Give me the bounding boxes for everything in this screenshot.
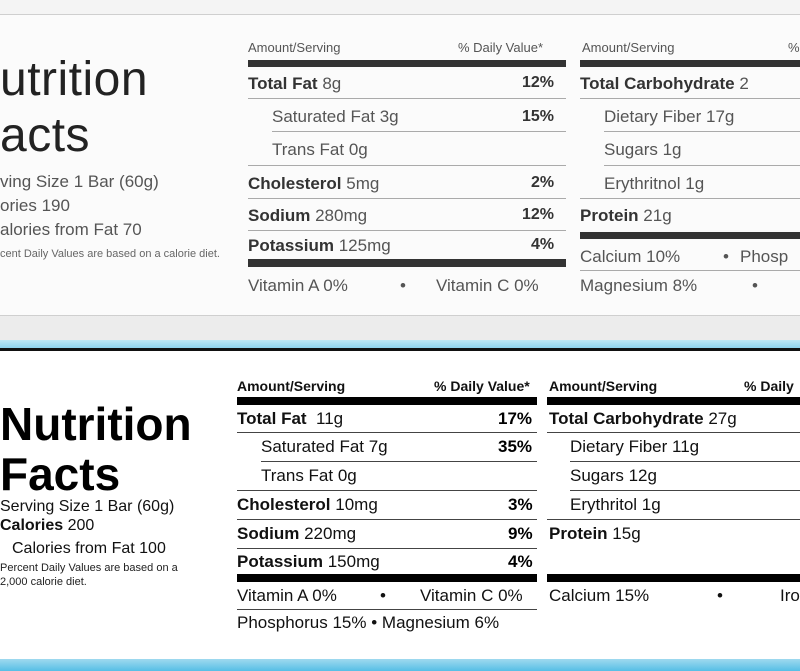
bottom-dv-cholesterol: 3% [508,495,533,514]
bottom-row-sugars: Sugars 12g [570,466,657,485]
top-right-dv-header: % [788,40,800,55]
top-rule [248,198,566,199]
top-row-trans-fat: Trans Fat 0g [272,140,368,159]
top-thick-rule [580,60,800,67]
top-bullet: • [400,276,406,295]
bottom-row-total-carb: Total Carbohydrate 27g [549,409,737,428]
top-left-dv-header: % Daily Value* [458,40,544,55]
top-row-protein: Protein 21g [580,206,672,225]
bottom-right-amount-header: Amount/Serving [549,378,658,394]
bottom-rule [237,519,537,520]
bottom-calcium: Calcium 15% [549,586,650,605]
top-row-sugars: Sugars 1g [604,140,682,159]
bottom-vitamin-a: Vitamin A 0% [237,586,337,605]
top-row-cholesterol: Cholesterol 5mg [248,174,380,193]
top-vitamin-a: Vitamin A 0% [248,276,348,295]
bottom-phosphorus: Phosphorus 15% • Magnesium 6% [237,613,500,632]
top-row-total-carb: Total Carbohydrate 2 [580,74,749,93]
bottom-title-line2: Facts [0,448,121,500]
top-row-dietary-fiber: Dietary Fiber 17g [604,107,735,126]
bottom-row-potassium: Potassium 150mg [237,552,380,571]
bottom-row-saturated-fat: Saturated Fat 7g [261,437,388,456]
top-bullet: • [752,276,758,295]
bottom-right-dv-header: % Daily [744,378,794,394]
bottom-rule [261,461,537,462]
top-rule [580,270,800,271]
bottom-bullet: • [717,586,723,605]
bottom-dv-potassium: 4% [508,552,533,571]
bottom-thick-rule [547,574,800,582]
bottom-left-dv-header: % Daily Value* [434,378,530,394]
bottom-row-protein: Protein 15g [549,524,641,543]
bottom-dv-sodium: 9% [508,524,533,543]
bottom-row-trans-fat: Trans Fat 0g [261,466,357,485]
top-rule [580,198,800,199]
top-dv-sodium: 12% [522,206,555,223]
top-row-saturated-fat: Saturated Fat 3g [272,107,399,126]
bottom-row-dietary-fiber: Dietary Fiber 11g [570,437,700,456]
top-rule [248,165,566,166]
bottom-row-total-fat: Total Fat 11g [237,409,344,428]
bottom-dv-saturated-fat: 35% [498,437,533,456]
bottom-left-amount-header: Amount/Serving [237,378,346,394]
bottom-bullet: • [380,586,386,605]
top-rule [248,98,566,99]
bottom-row-cholesterol: Cholesterol 10mg [237,495,378,514]
top-thick-rule [248,259,566,267]
top-calcium: Calcium 10% [580,247,681,266]
bottom-thick-rule [237,574,537,582]
bottom-row-sodium: Sodium 220mg [237,524,357,543]
top-calories: ories 190 [0,196,70,215]
bottom-nutrition-label [0,348,800,662]
bottom-rule [570,490,800,491]
top-title-line2: acts [0,109,91,162]
bottom-vitamin-c: Vitamin C 0% [420,586,523,605]
top-title-line1: utrition [0,53,149,106]
top-dv-note: cent Daily Values are based on a calorie diet. [0,248,220,260]
top-phosphorus: Phosp [740,247,789,266]
top-calories-from-fat: alories from Fat 70 [0,220,142,239]
blue-separator [0,340,800,348]
bottom-rule [237,432,537,433]
top-serving-size: ving Size 1 Bar (60g) [0,172,159,191]
top-row-sodium: Sodium 280mg [248,206,368,225]
top-rule [272,131,566,132]
top-magnesium: Magnesium 8% [580,276,698,295]
top-row-erythritnol: Erythritnol 1g [604,174,705,193]
bottom-row-erythritol: Erythritol 1g [570,495,661,514]
top-right-amount-header: Amount/Serving [582,40,675,55]
bottom-thick-rule [547,397,800,405]
top-row-potassium: Potassium 125mg [248,236,391,255]
bottom-thick-rule [237,397,537,405]
bottom-calories-from-fat: Calories from Fat 100 [12,540,166,557]
top-bullet: • [723,247,729,266]
bottom-iron: Iro [780,586,800,605]
top-row-total-fat: Total Fat 8g [248,74,342,93]
top-left-thick-rule [248,60,566,67]
bottom-serving-size: Serving Size 1 Bar (60g) [0,498,175,515]
top-rule [580,98,800,99]
blue-bottom-strip [0,659,800,671]
bottom-calories: Calories 200 [0,517,95,534]
top-thick-rule [580,232,800,239]
bottom-dv-note: Percent Daily Values are based on a 2,000 calorie diet. [0,562,178,588]
top-vitamin-c: Vitamin C 0% [436,276,539,295]
top-dv-total-fat: 12% [522,74,555,91]
top-dv-saturated-fat: 15% [522,108,555,125]
bottom-dv-total-fat: 17% [498,409,533,428]
top-rule [604,165,800,166]
bottom-rule [237,609,537,610]
bottom-title-line1: Nutrition [0,398,192,450]
top-dv-cholesterol: 2% [531,174,555,191]
top-rule [604,131,800,132]
bottom-rule [547,432,800,433]
top-rule [248,230,566,231]
bottom-rule [237,548,537,549]
top-left-amount-header: Amount/Serving [248,40,341,55]
top-dv-potassium: 4% [531,236,555,253]
bottom-rule [237,490,537,491]
bottom-rule [547,519,800,520]
bottom-rule [570,461,800,462]
